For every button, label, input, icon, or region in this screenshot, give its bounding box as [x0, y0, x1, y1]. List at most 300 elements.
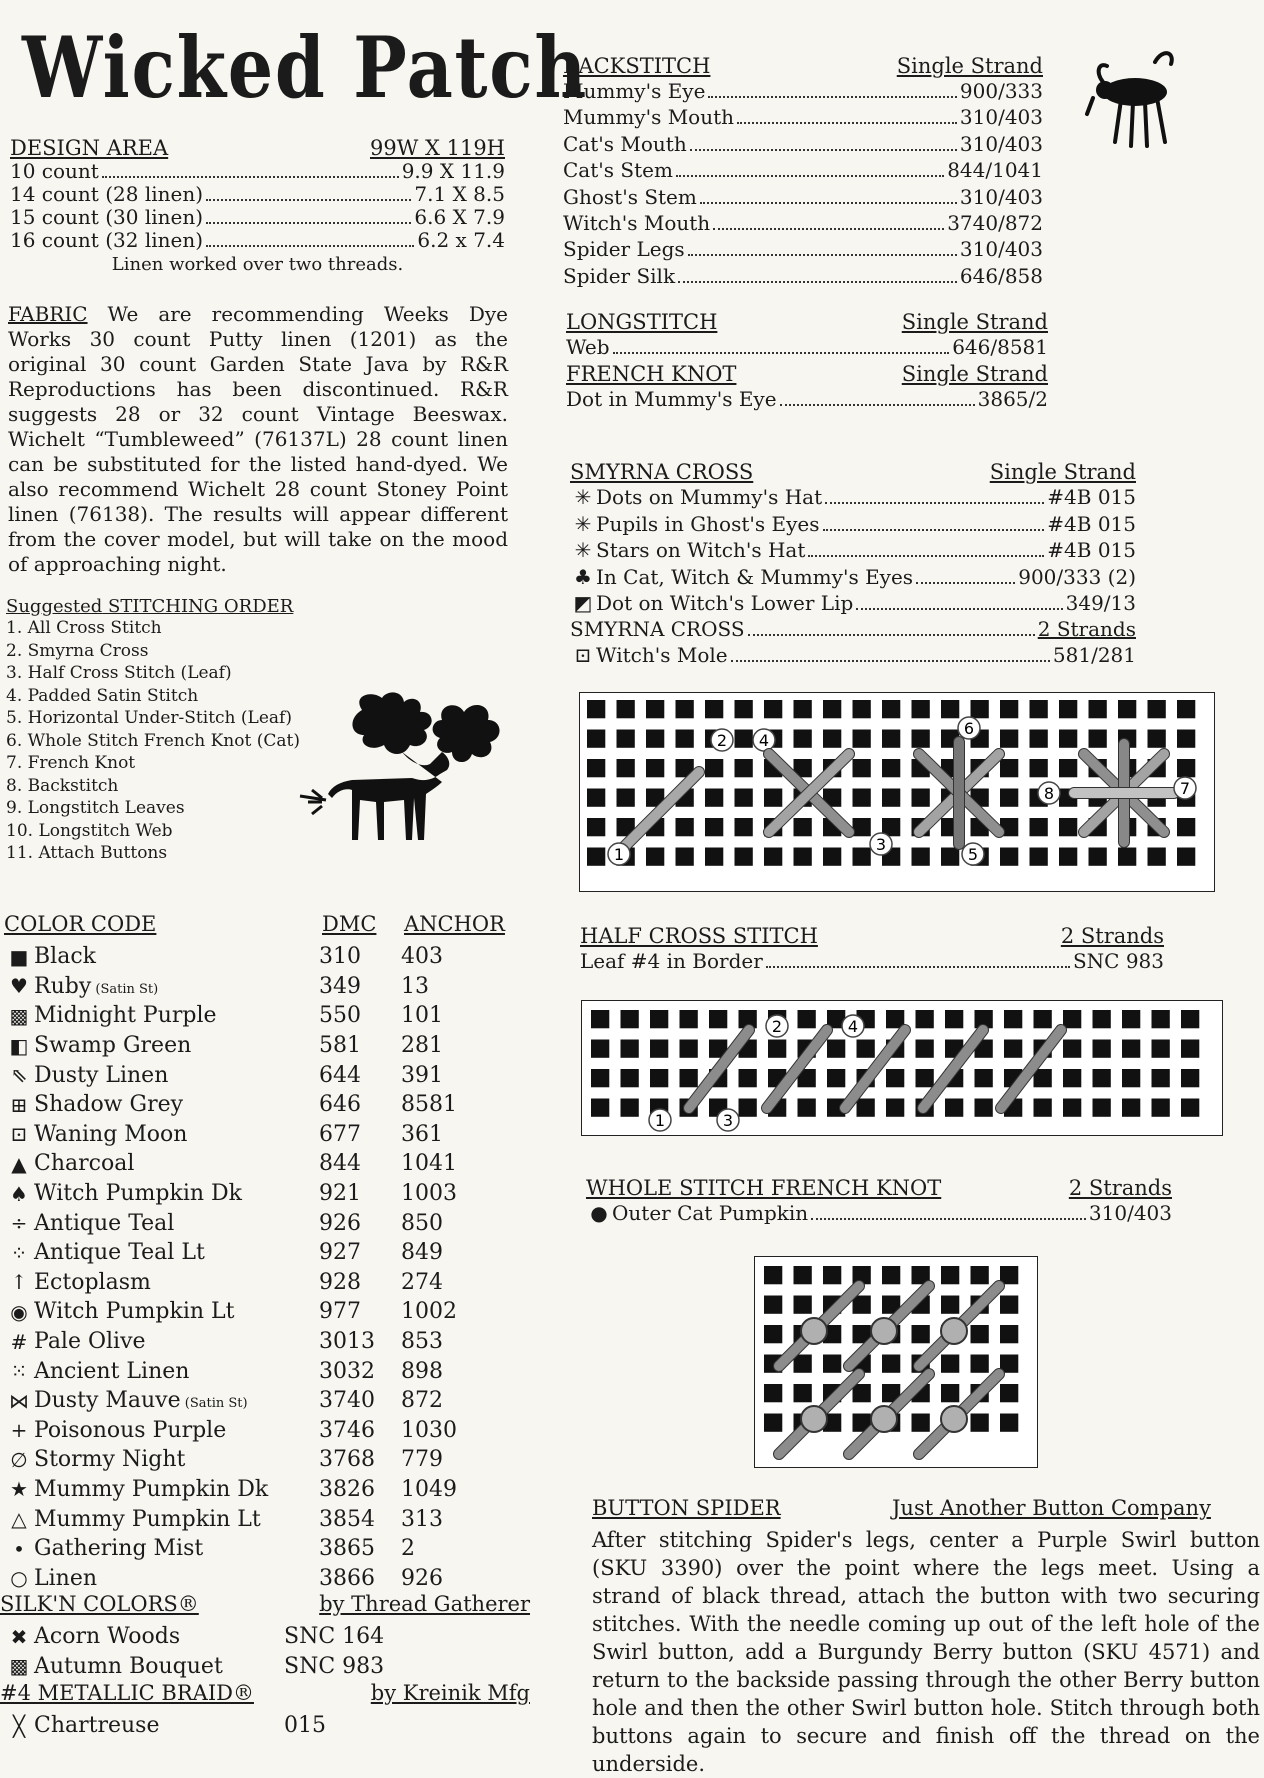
longstitch-strand: Single Strand [901, 310, 1048, 334]
canvas-hole [1177, 759, 1195, 777]
braid-row [0, 1711, 530, 1741]
canvas-hole [823, 1266, 841, 1284]
whole-french-section [586, 1176, 1172, 1226]
whole-french-header: WHOLE STITCH FRENCH KNOT [586, 1176, 942, 1200]
canvas-hole [794, 700, 812, 718]
dmc-number: 644 [319, 1062, 361, 1088]
half-cross-section [580, 924, 1164, 974]
color-note: (Satin St) [91, 981, 159, 997]
anchor-number: 1003 [401, 1181, 457, 1207]
canvas-hole [676, 700, 694, 718]
color-name [34, 1240, 319, 1265]
canvas-hole [1059, 818, 1077, 836]
dmc-number: 3854 [319, 1506, 375, 1532]
canvas-hole [1093, 1010, 1111, 1028]
color-name-text: Ancient Linen [34, 1358, 190, 1384]
canvas-hole [827, 1069, 845, 1087]
color-code-row [4, 972, 514, 1002]
smyrna-row [570, 564, 1136, 591]
braid-symbol-icon: ╳ [12, 1713, 26, 1738]
backstitch-leader [713, 228, 944, 230]
color-name-text: Witch Pumpkin Dk [34, 1181, 243, 1207]
color-code-row [4, 1179, 514, 1209]
anchor-number: 1041 [401, 1151, 457, 1177]
canvas-hole [621, 1099, 639, 1117]
canvas-hole [1118, 848, 1136, 866]
canvas-hole [587, 759, 605, 777]
canvas-hole [1177, 730, 1195, 748]
smyrna-2-row [570, 642, 1136, 669]
color-symbol-icon: ■ [9, 944, 29, 969]
canvas-hole [1000, 848, 1018, 866]
button-spider-section [592, 1496, 1260, 1778]
color-symbol-icon: ÷ [10, 1211, 28, 1236]
backstitch-leader [708, 96, 956, 98]
silk-by: by Thread Gatherer [319, 1592, 530, 1616]
french-knot [801, 1318, 827, 1344]
canvas-hole [853, 1384, 871, 1402]
canvas-hole [1148, 700, 1166, 718]
anchor-number: 274 [401, 1269, 443, 1295]
canvas-hole [650, 1010, 668, 1028]
design-area-size: 99W X 119H [369, 136, 505, 160]
half-cross-leader [766, 966, 1070, 968]
backstitch-row [563, 104, 1043, 130]
canvas-hole [853, 730, 871, 748]
canvas-hole [886, 1099, 904, 1117]
canvas-hole [1118, 700, 1136, 718]
backstitch-value: 3740/872 [947, 211, 1043, 236]
silk-symbol-icon: ▩ [9, 1654, 29, 1679]
dmc-number: 550 [319, 1003, 361, 1029]
canvas-hole [680, 1010, 698, 1028]
canvas-hole [764, 789, 782, 807]
color-symbol-icon: △ [11, 1507, 27, 1532]
backstitch-row [563, 184, 1043, 210]
backstitch-label: Mummy's Eye [563, 79, 706, 103]
backstitch-row [563, 236, 1043, 262]
color-name [34, 1447, 319, 1472]
silk-header: SILK'N COLORS® [0, 1592, 199, 1616]
color-name-text: Midnight Purple [34, 1003, 217, 1029]
step-number: 4 [758, 731, 770, 750]
step-number: 2 [771, 1017, 783, 1036]
silk-code: SNC 164 [284, 1624, 385, 1650]
color-symbol-icon: ◉ [10, 1299, 28, 1324]
half-cross-row [580, 948, 1164, 974]
button-spider-header: BUTTON SPIDER [592, 1496, 781, 1520]
backstitch-row [563, 131, 1043, 157]
backstitch-leader [737, 122, 957, 124]
order-item: 3. Half Cross Stitch (Leaf) [6, 663, 232, 683]
color-code-row [4, 942, 514, 972]
color-code-row [4, 1356, 514, 1386]
longstitch-section [566, 310, 1048, 412]
canvas-hole [1063, 1099, 1081, 1117]
color-name [34, 1566, 319, 1591]
design-area-row [10, 183, 505, 206]
backstitch-strand: Single Strand [896, 54, 1043, 78]
canvas-hole [1030, 848, 1048, 866]
canvas-hole [676, 730, 694, 748]
canvas-hole [886, 1069, 904, 1087]
canvas-hole [1000, 1414, 1018, 1432]
canvas-hole [823, 848, 841, 866]
color-note: (Satin St) [180, 1396, 248, 1412]
french-knot-strand: Single Strand [901, 362, 1048, 386]
smyrna-label: Dot on Witch's Lower Lip [596, 591, 854, 616]
canvas-hole [621, 1010, 639, 1028]
anchor-number: 361 [401, 1121, 443, 1147]
canvas-hole [971, 1414, 989, 1432]
canvas-hole [912, 1414, 930, 1432]
canvas-hole [941, 1296, 959, 1314]
color-name-text: Gathering Mist [34, 1536, 204, 1562]
step-number: 1 [613, 845, 625, 864]
canvas-hole [1152, 1010, 1170, 1028]
canvas-hole [705, 789, 723, 807]
dmc-number: 921 [319, 1181, 361, 1207]
smyrna-symbol-icon: ✳ [574, 538, 592, 563]
silk-code: SNC 983 [284, 1653, 385, 1679]
silk-name: Acorn Woods [34, 1624, 181, 1650]
anchor-number: 898 [401, 1358, 443, 1384]
canvas-hole [676, 848, 694, 866]
backstitch-value: 844/1041 [947, 158, 1043, 183]
whole-french-symbol-icon: ● [590, 1201, 608, 1225]
canvas-hole [971, 1355, 989, 1373]
design-area-value: 9.9 X 11.9 [401, 160, 505, 183]
canvas-hole [1177, 848, 1195, 866]
backstitch-row [563, 157, 1043, 183]
color-name [34, 1211, 319, 1236]
canvas-hole [739, 1099, 757, 1117]
smyrna-symbol-icon: ♣ [574, 564, 592, 589]
smyrna-value: 349/13 [1065, 591, 1136, 616]
canvas-hole [798, 1010, 816, 1028]
page-title: Wicked Patch [22, 18, 589, 117]
moose-illustration [292, 690, 512, 860]
color-symbol-icon: • [13, 1536, 25, 1561]
canvas-hole [794, 818, 812, 836]
color-name-text: Ectoplasm [34, 1269, 151, 1295]
color-name [34, 1329, 319, 1354]
dmc-number: 677 [319, 1121, 361, 1147]
canvas-hole [1059, 759, 1077, 777]
canvas-hole [827, 1040, 845, 1058]
backstitch-value: 646/858 [959, 263, 1043, 288]
color-name [34, 1536, 319, 1561]
color-name-text: Dusty Linen [34, 1062, 169, 1088]
smyrna-2-leader [731, 660, 1050, 662]
canvas-hole [941, 848, 959, 866]
backstitch-section [563, 54, 1043, 289]
canvas-hole [823, 730, 841, 748]
half-cross-header: HALF CROSS STITCH [580, 924, 818, 948]
order-item: 2. Smyrna Cross [6, 640, 149, 661]
smyrna-leader [808, 555, 1044, 557]
whole-french-label: Outer Cat Pumpkin [612, 1201, 809, 1225]
anchor-number: 13 [401, 973, 429, 999]
canvas-hole [794, 848, 812, 866]
canvas-hole [1152, 1099, 1170, 1117]
color-symbol-icon: ▩ [9, 1003, 29, 1028]
color-name [34, 1151, 319, 1176]
color-name-text: Witch Pumpkin Lt [34, 1299, 235, 1325]
anchor-number: 1049 [401, 1476, 457, 1502]
canvas-hole [941, 1384, 959, 1402]
dmc-number: 3032 [319, 1358, 375, 1384]
order-item: 9. Longstitch Leaves [6, 798, 185, 818]
canvas-hole [1177, 700, 1195, 718]
canvas-hole [1181, 1069, 1199, 1087]
longstitch-row [566, 334, 1048, 360]
step-number: 6 [963, 719, 975, 738]
color-name [34, 1418, 319, 1443]
canvas-hole [680, 1040, 698, 1058]
canvas-hole [882, 759, 900, 777]
canvas-hole [1181, 1040, 1199, 1058]
canvas-hole [853, 818, 871, 836]
color-symbol-icon: ○ [10, 1566, 28, 1591]
backstitch-row [563, 263, 1043, 289]
step-number: 7 [1179, 779, 1191, 798]
half-cross-diagram [581, 1000, 1223, 1136]
color-name-text: Dusty Mauve [34, 1388, 181, 1414]
canvas-hole [1059, 848, 1077, 866]
anchor-number: 2 [401, 1536, 415, 1562]
color-code-row [4, 1001, 514, 1031]
canvas-hole [916, 1069, 934, 1087]
canvas-hole [1122, 1010, 1140, 1028]
canvas-hole [1004, 1040, 1022, 1058]
french-knot-value: 3865/2 [977, 387, 1048, 411]
canvas-hole [735, 730, 753, 748]
smyrna-leader [823, 529, 1045, 531]
canvas-hole [1034, 1010, 1052, 1028]
color-code-row [4, 1327, 514, 1357]
anchor-number: 779 [401, 1447, 443, 1473]
backstitch-label: Cat's Mouth [563, 131, 687, 156]
step-number: 3 [722, 1111, 734, 1130]
canvas-hole [1000, 789, 1018, 807]
canvas-hole [882, 789, 900, 807]
color-name [34, 1270, 319, 1295]
design-area-leader [206, 199, 411, 201]
smyrna-row [570, 590, 1136, 617]
smyrna-symbol-icon: ✳ [574, 485, 592, 509]
canvas-hole [1000, 730, 1018, 748]
canvas-hole [971, 700, 989, 718]
smyrna-leader [856, 608, 1062, 610]
canvas-hole [1030, 700, 1048, 718]
canvas-hole [912, 700, 930, 718]
step-number: 3 [875, 835, 887, 854]
canvas-hole [739, 1069, 757, 1087]
french-knot [941, 1318, 967, 1344]
dmc-number: 926 [319, 1210, 361, 1236]
braid-by: by Kreinik Mfg [370, 1681, 530, 1706]
anchor-number: 1002 [401, 1299, 457, 1325]
smyrna-2-value: 581/281 [1052, 642, 1136, 667]
color-symbol-icon: # [10, 1329, 28, 1354]
backstitch-leader [678, 281, 957, 283]
canvas-hole [1000, 700, 1018, 718]
braid-code: 015 [284, 1713, 326, 1739]
color-name-text: Mummy Pumpkin Lt [34, 1506, 261, 1532]
color-code-row [4, 1060, 514, 1090]
backstitch-value: 310/403 [959, 131, 1043, 156]
step-number: 8 [1043, 784, 1055, 803]
canvas-hole [705, 700, 723, 718]
color-name [34, 1299, 319, 1324]
braid-header: #4 METALLIC BRAID® [0, 1681, 254, 1706]
color-name-text: Poisonous Purple [34, 1417, 227, 1443]
canvas-hole [882, 1266, 900, 1284]
fabric-section [8, 302, 508, 577]
backstitch-row [563, 78, 1043, 104]
design-area-section [10, 136, 505, 277]
smyrna-label: Pupils in Ghost's Eyes [596, 511, 820, 536]
canvas-hole [1089, 700, 1107, 718]
canvas-hole [941, 1355, 959, 1373]
design-area-leader [206, 245, 414, 247]
color-symbol-icon: ↑ [10, 1270, 28, 1295]
canvas-hole [650, 1040, 668, 1058]
smyrna-leader [825, 502, 1044, 504]
canvas-hole [617, 759, 635, 777]
longstitch-value: 646/8581 [952, 335, 1048, 359]
color-code-row [4, 1149, 514, 1179]
dmc-number: 349 [319, 973, 361, 999]
dmc-number: 3740 [319, 1388, 375, 1414]
design-area-note: Linen worked over two threads. [111, 254, 404, 275]
design-area-label: 16 count (32 linen) [10, 229, 204, 252]
canvas-hole [1000, 759, 1018, 777]
step-number: 1 [654, 1111, 666, 1130]
canvas-hole [882, 730, 900, 748]
canvas-hole [1148, 848, 1166, 866]
smyrna-row [570, 511, 1136, 538]
canvas-hole [646, 848, 664, 866]
canvas-hole [768, 1040, 786, 1058]
backstitch-value: 310/403 [959, 105, 1043, 130]
anchor-number: 850 [401, 1210, 443, 1236]
longstitch-leader [613, 352, 950, 354]
canvas-hole [882, 700, 900, 718]
canvas-hole [1034, 1099, 1052, 1117]
canvas-hole [646, 700, 664, 718]
canvas-hole [764, 1384, 782, 1402]
canvas-hole [617, 730, 635, 748]
canvas-hole [975, 1099, 993, 1117]
backstitch-label: Spider Legs [563, 237, 685, 262]
color-symbol-icon: ♠ [10, 1181, 28, 1206]
backstitch-label: Witch's Mouth [563, 211, 711, 236]
order-item: 11. Attach Buttons [6, 843, 168, 863]
smyrna-header: SMYRNA CROSS [570, 460, 754, 484]
color-name [34, 944, 319, 969]
color-code-row [4, 1031, 514, 1061]
french-knot-row [566, 386, 1048, 412]
canvas-hole [1093, 1069, 1111, 1087]
canvas-hole [1000, 1325, 1018, 1343]
canvas-hole [1177, 818, 1195, 836]
color-name-text: Charcoal [34, 1151, 135, 1177]
design-area-leader [102, 176, 399, 178]
canvas-hole [945, 1099, 963, 1117]
canvas-hole [1152, 1069, 1170, 1087]
canvas-hole [916, 1010, 934, 1028]
french-knot [871, 1406, 897, 1432]
order-item: 8. Backstitch [6, 775, 119, 796]
anchor-number: 391 [401, 1062, 443, 1088]
color-name [34, 1359, 319, 1384]
color-name [34, 1477, 319, 1502]
color-symbol-icon: ⊡ [10, 1122, 28, 1147]
french-knot [941, 1406, 967, 1432]
design-area-value: 6.2 x 7.4 [417, 229, 505, 252]
canvas-hole [1000, 1384, 1018, 1402]
canvas-hole [1030, 818, 1048, 836]
smyrna-symbol-icon: ✳ [574, 511, 592, 536]
color-code-section [4, 912, 514, 1593]
dmc-number: 3768 [319, 1447, 375, 1473]
canvas-hole [971, 1266, 989, 1284]
canvas-hole [916, 1040, 934, 1058]
design-area-header: DESIGN AREA [10, 136, 169, 160]
anchor-header: ANCHOR [404, 912, 505, 936]
color-symbol-icon: + [10, 1418, 28, 1443]
canvas-hole [735, 818, 753, 836]
step-number: 2 [716, 731, 728, 750]
dmc-number: 3746 [319, 1417, 375, 1443]
design-area-label: 10 count [10, 160, 99, 183]
canvas-hole [794, 1296, 812, 1314]
canvas-hole [794, 1384, 812, 1402]
color-symbol-icon: ★ [10, 1477, 28, 1502]
canvas-hole [650, 1069, 668, 1087]
color-name [34, 1092, 319, 1117]
dmc-number: 928 [319, 1269, 361, 1295]
smyrna-value: #4B 015 [1047, 485, 1136, 509]
spider-illustration [1085, 42, 1185, 157]
canvas-hole [823, 1355, 841, 1373]
smyrna-label: Stars on Witch's Hat [596, 538, 806, 563]
canvas-hole [764, 1266, 782, 1284]
smyrna-row [570, 484, 1136, 511]
smyrna-cross-diagram [579, 692, 1215, 892]
canvas-hole [735, 759, 753, 777]
color-code-row [4, 1297, 514, 1327]
design-area-value: 6.6 X 7.9 [414, 206, 505, 229]
backstitch-label: Cat's Stem [563, 158, 673, 183]
anchor-number: 8581 [401, 1092, 457, 1118]
dmc-header: DMC [322, 912, 377, 936]
color-symbol-icon: ⋈ [9, 1388, 29, 1413]
longstitch-label: Web [566, 335, 610, 359]
canvas-hole [646, 759, 664, 777]
canvas-hole [853, 789, 871, 807]
order-item: 5. Horizontal Under-Stitch (Leaf) [6, 708, 292, 728]
canvas-hole [1181, 1099, 1199, 1117]
canvas-hole [764, 1325, 782, 1343]
color-name [34, 1181, 319, 1206]
dmc-number: 310 [319, 944, 361, 970]
color-symbol-icon: ◧ [9, 1033, 29, 1058]
canvas-hole [1059, 700, 1077, 718]
canvas-hole [617, 789, 635, 807]
